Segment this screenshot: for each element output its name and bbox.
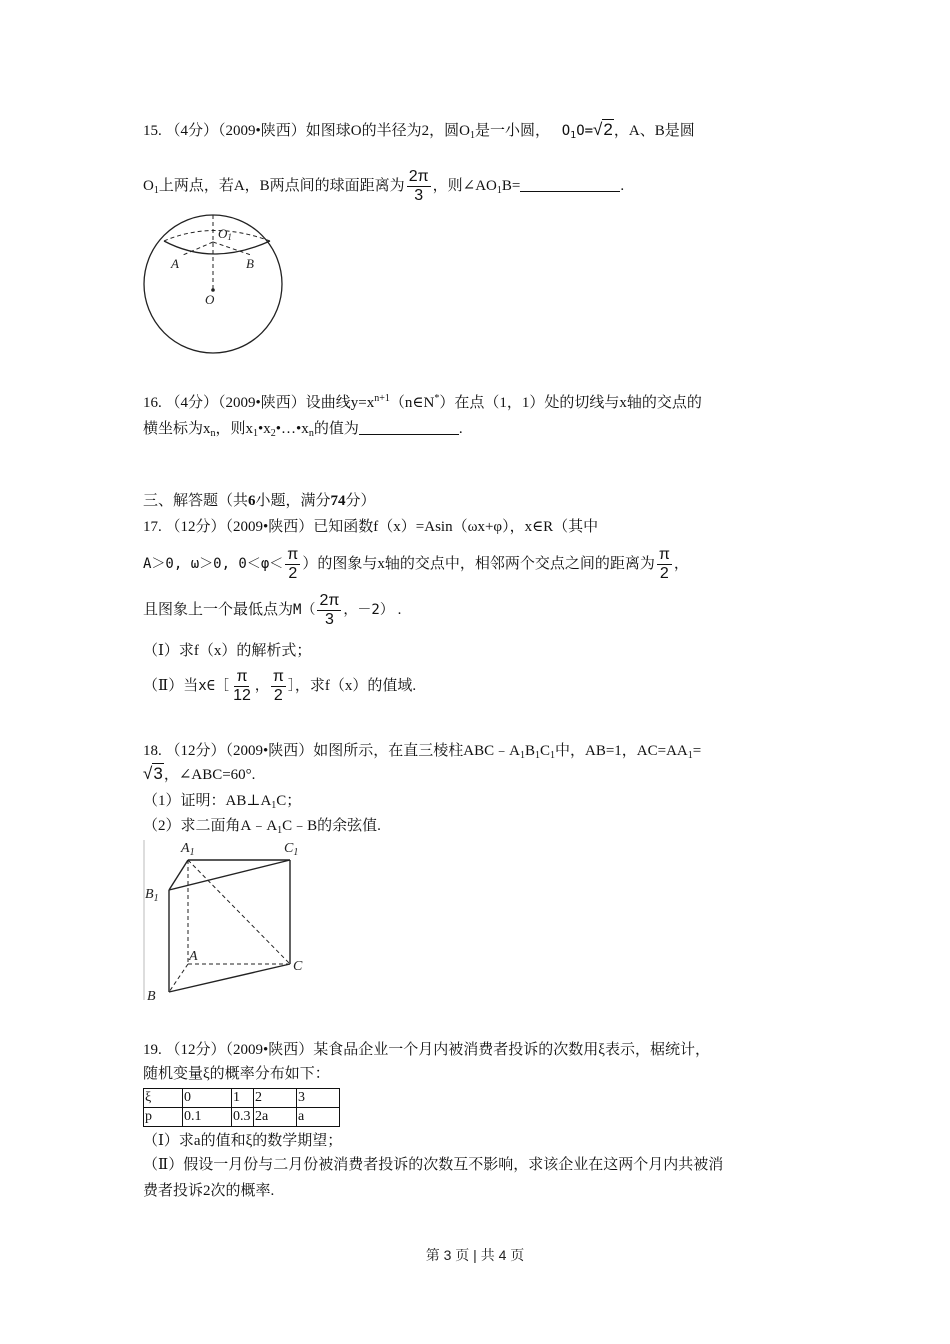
- subscript: n: [308, 428, 314, 439]
- q16-line1: [143, 393, 702, 413]
- q18-line1: [143, 741, 701, 761]
- frac-den: 2: [288, 565, 298, 583]
- sphere-figure: [143, 212, 288, 357]
- q17-line1: [143, 517, 598, 537]
- q17-line2: [143, 544, 689, 584]
- label-a: A: [171, 256, 179, 271]
- q17-part1-text: （Ⅰ）求f（x）的解析式；: [143, 643, 312, 659]
- table-cell: p: [144, 1108, 183, 1127]
- q17-text: ，求f（x）的值域.: [294, 678, 417, 694]
- q15-text: 是一小圆，: [474, 123, 550, 139]
- fraction-pi-12: [231, 668, 253, 705]
- label-o1: O1: [218, 226, 232, 242]
- table-row: [144, 1108, 340, 1127]
- q18-text: =: [692, 743, 702, 759]
- edge-bc: [169, 964, 290, 992]
- q19-part2-line2: [143, 1181, 274, 1201]
- frac-num: 2π: [319, 592, 340, 610]
- subscript: n: [210, 428, 216, 439]
- label-b1: $B_1$: [145, 887, 159, 904]
- subscript: 1: [469, 130, 475, 141]
- q18-text: C；: [276, 793, 302, 809]
- q19-score: （12分）: [165, 1042, 226, 1058]
- q18-part2: [143, 816, 381, 836]
- subscript: 1: [496, 184, 502, 196]
- section-heading: [143, 491, 376, 511]
- q17-text: 且图象上一个最低点为: [143, 602, 294, 618]
- section-count: 6: [248, 493, 256, 509]
- q16-score: （4分）: [165, 395, 219, 411]
- subscript: 1: [519, 750, 525, 761]
- q17-part1: [143, 641, 311, 661]
- sqrt-expression: √3: [143, 764, 163, 783]
- point-m: M（: [293, 602, 316, 618]
- sqrt-expression: √2: [593, 120, 613, 139]
- frac-num: π: [287, 546, 299, 564]
- frac-num: π: [272, 668, 284, 686]
- label-a1: $A_1$: [181, 841, 195, 858]
- table-cell: 2: [254, 1089, 297, 1108]
- q15-source: （2009•陕西）: [218, 123, 306, 139]
- subscript: 1: [687, 750, 693, 761]
- table-cell: ξ: [144, 1089, 183, 1108]
- q15-text: ，A、B是圆: [613, 123, 695, 139]
- q19-part1: [143, 1131, 342, 1151]
- fraction-pi-2: [657, 546, 672, 583]
- frac-num: π: [236, 668, 248, 686]
- period: .: [620, 177, 625, 194]
- label-c: C: [293, 959, 303, 974]
- q19-line2: [143, 1064, 330, 1084]
- q18-source: （2009•陕西）: [225, 743, 314, 759]
- superscript: n+1: [374, 393, 390, 404]
- table-cell: 1: [232, 1089, 254, 1108]
- subscript: 2: [270, 428, 276, 439]
- q16-number: 16.: [143, 395, 162, 411]
- interval-close: ］: [287, 678, 295, 694]
- prism-figure: [143, 836, 313, 1004]
- q16-text: 的值为: [313, 421, 359, 437]
- q16-text: ，则x: [215, 421, 254, 437]
- answer-blank: [359, 420, 459, 435]
- q18-score: （12分）: [165, 743, 226, 759]
- superscript: *: [434, 393, 440, 404]
- fraction-pi-2: [271, 668, 286, 705]
- label-c1: $C_1$: [284, 841, 299, 858]
- q19-text: 某食品企业一个月内被消费者投诉的次数用ξ表示，椐统计，: [313, 1042, 710, 1058]
- frac-den: 12: [233, 687, 251, 705]
- q18-text: （1）证明：AB⊥A: [143, 793, 272, 809]
- subscript: 1: [277, 825, 283, 836]
- q15-text: 如图球O的半径为2，圆O: [305, 123, 470, 139]
- q18-number: 18.: [143, 743, 162, 759]
- q19-source: （2009•陕西）: [225, 1042, 314, 1058]
- q19-number: 19.: [143, 1042, 162, 1058]
- frac-den: 3: [414, 187, 424, 204]
- interval-open: x∈［: [198, 678, 230, 694]
- q16-text: （n∈N: [389, 395, 435, 411]
- page-footer: 第 3 页 | 共 4 页: [425, 1247, 525, 1263]
- q19-line1: [143, 1040, 710, 1060]
- radicand: 2: [603, 120, 613, 139]
- q18-text: C﹣B的余弦值.: [282, 818, 381, 834]
- q18-line2: [143, 764, 255, 785]
- subscript: 1: [253, 428, 259, 439]
- frac-num: π: [658, 546, 670, 564]
- q15-text: O: [143, 177, 154, 194]
- q17-part2: [143, 666, 416, 706]
- q17-number: 17.: [143, 519, 162, 535]
- q16-text: 设曲线y=x: [305, 395, 375, 411]
- table-cell: 0: [183, 1089, 232, 1108]
- comma: ，: [254, 678, 269, 694]
- q19-part2-line1: [143, 1155, 723, 1175]
- q18-text: 如图所示，在直三棱柱ABC﹣A: [313, 743, 520, 759]
- table-cell: a: [297, 1108, 340, 1127]
- label-a: A: [189, 949, 198, 964]
- point-m-rest: ，－2）: [343, 602, 394, 618]
- q16-text: •…•x: [275, 421, 309, 437]
- q16-text: 横坐标为x: [143, 421, 211, 437]
- q17-line3: [143, 590, 401, 630]
- math-o1o: [562, 123, 593, 139]
- table-cell: 2a: [254, 1108, 297, 1127]
- edge-b1c1: [169, 860, 290, 890]
- period: .: [458, 421, 463, 437]
- frac-num: 2π: [408, 168, 429, 185]
- q15-line1: [143, 120, 695, 141]
- section-text: 分）: [345, 493, 376, 509]
- answer-blank: [520, 177, 620, 192]
- diagonal-a1c: [188, 860, 290, 964]
- period: .: [397, 602, 402, 618]
- frac-den: 2: [659, 565, 669, 583]
- radicand: 3: [153, 764, 163, 783]
- label-b: B: [147, 989, 156, 1004]
- q16-text: ）在点（1，1）处的切线与x轴的交点的: [439, 395, 702, 411]
- label-b: B: [246, 256, 254, 271]
- math-o-eq: O=: [576, 123, 594, 139]
- q18-text: 中，AB=1，AC=AA: [555, 743, 688, 759]
- label-o: O: [205, 292, 215, 307]
- section-text: 三、解答题（共: [143, 493, 249, 509]
- section-total: 74: [330, 493, 346, 509]
- table-cell: 0.3: [232, 1108, 254, 1127]
- q18-text: C: [539, 743, 550, 759]
- q19-text: （Ⅱ）假设一月份与二月份被消费者投诉的次数互不影响，求该企业在这两个月内共被消: [143, 1157, 724, 1173]
- q16-source: （2009•陕西）: [218, 395, 306, 411]
- q19-text: （Ⅰ）求a的值和ξ的数学期望；: [143, 1133, 343, 1149]
- q19-text: 随机变量ξ的概率分布如下：: [143, 1066, 330, 1082]
- frac-den: 2: [273, 687, 283, 705]
- fraction-pi-2: [285, 546, 300, 583]
- q18-text: （2）求二面角A﹣A: [143, 818, 278, 834]
- small-circle-front: [164, 241, 270, 254]
- comma: ，: [673, 556, 689, 572]
- math-o: O: [561, 123, 571, 139]
- q17-condition: A＞0, ω＞0, 0＜φ＜: [143, 556, 284, 572]
- q17-text: （Ⅱ）当: [143, 678, 199, 694]
- q15-text: B=: [501, 177, 521, 194]
- q16-text: •x: [258, 421, 271, 437]
- small-circle-back: [164, 231, 270, 242]
- q15-number: 15.: [143, 123, 162, 139]
- q15-score: （4分）: [165, 123, 219, 139]
- q17-source: （2009•陕西）: [225, 519, 314, 535]
- q17-score: （12分）: [165, 519, 226, 535]
- probability-table: [143, 1088, 340, 1127]
- q15-text: ，则∠AO: [432, 177, 497, 194]
- subscript: 1: [153, 184, 159, 196]
- table-cell: 0.1: [183, 1108, 232, 1127]
- sphere-outline: [144, 215, 282, 353]
- frac-den: 3: [324, 611, 334, 629]
- table-row: [144, 1089, 340, 1108]
- subscript: 1: [570, 130, 577, 141]
- q18-part1: [143, 791, 301, 811]
- q17-text: 已知函数f（x）=Asin（ωx+φ），x∈R（其中: [313, 519, 599, 535]
- fraction-2pi-3: [317, 592, 341, 629]
- q18-text: ，∠ABC=60°.: [163, 767, 256, 783]
- q15-line2: [143, 168, 624, 205]
- q16-line2: [143, 419, 463, 439]
- section-text: 小题，满分: [255, 493, 331, 509]
- q17-text: ）的图象与x轴的交点中，相邻两个交点之间的距离为: [302, 556, 655, 572]
- table-cell: 3: [297, 1089, 340, 1108]
- q19-text: 费者投诉2次的概率.: [143, 1183, 275, 1199]
- q18-text: B: [524, 743, 535, 759]
- subscript: 1: [534, 750, 540, 761]
- q15-text: 上两点，若A，B两点间的球面距离为: [158, 177, 405, 194]
- subscript: 1: [271, 800, 277, 811]
- fraction-2pi-3: [407, 168, 431, 205]
- subscript: 1: [550, 750, 555, 761]
